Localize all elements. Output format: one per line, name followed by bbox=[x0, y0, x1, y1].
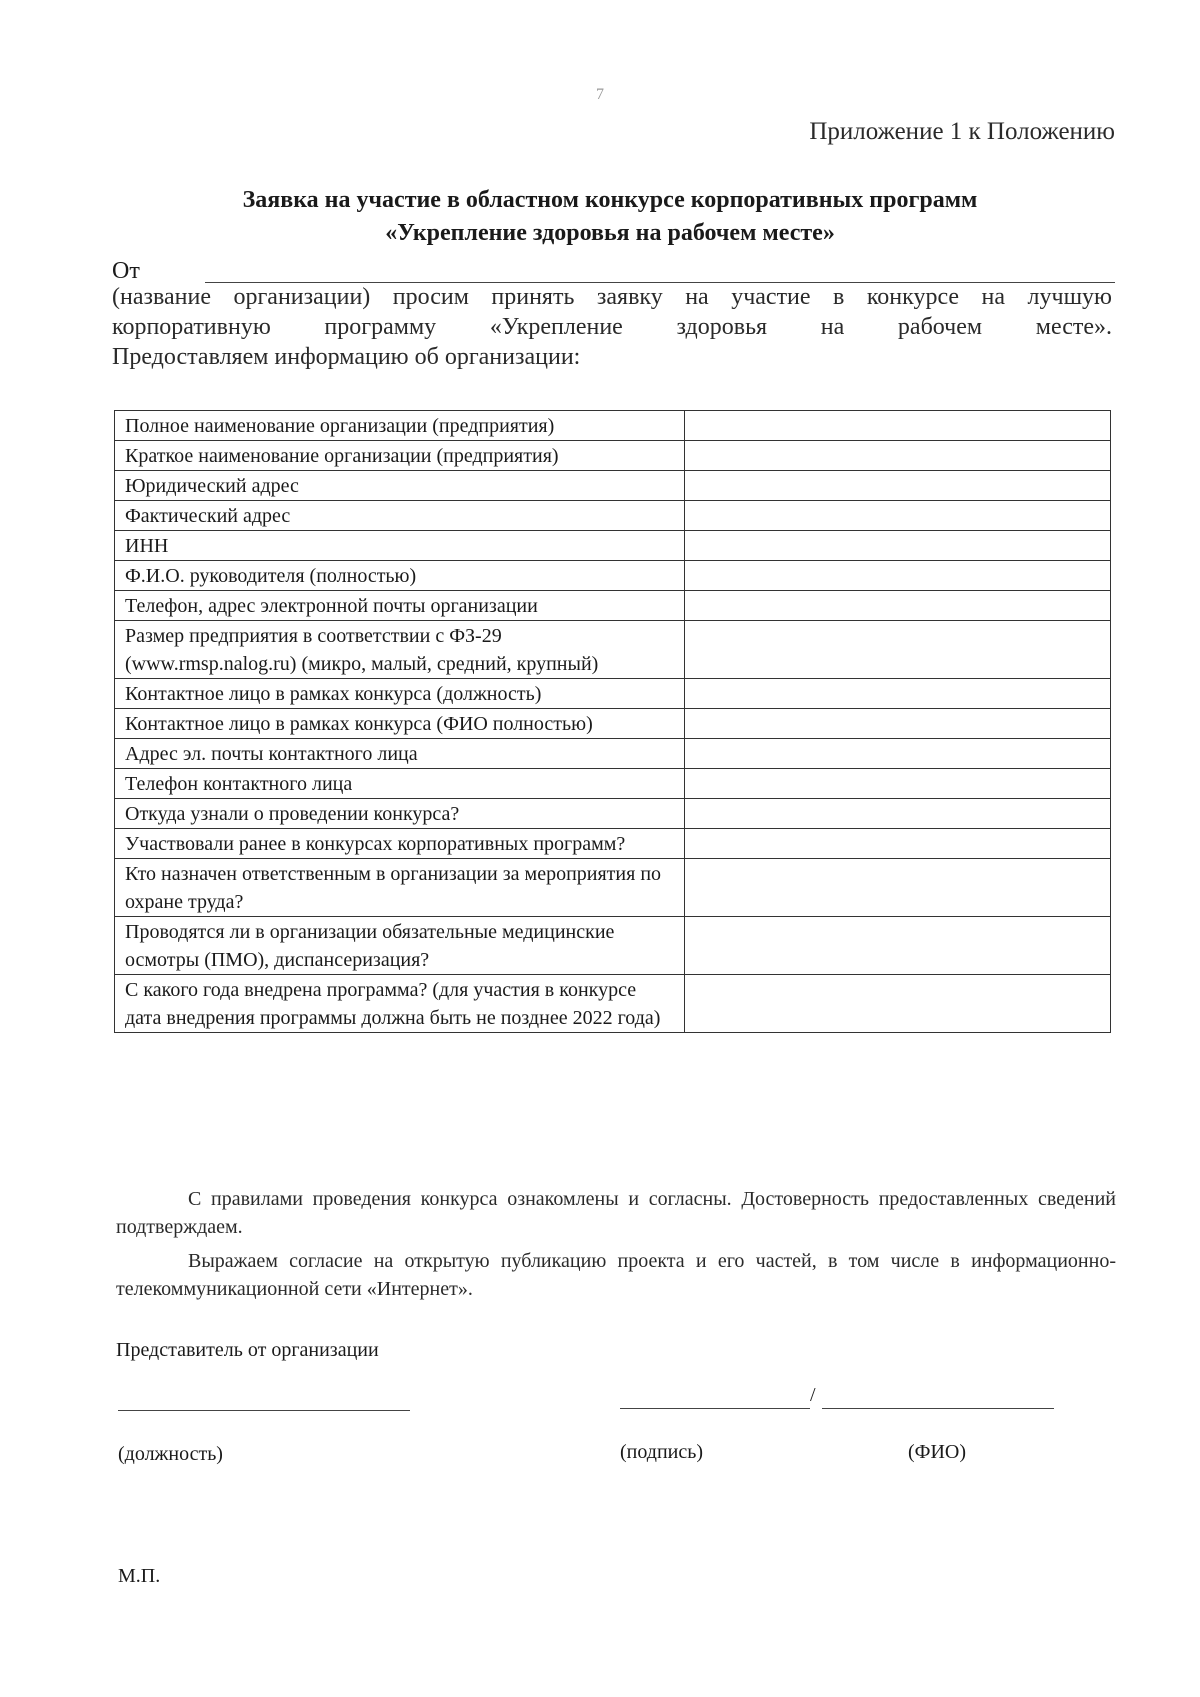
signature-caption: (подпись) bbox=[620, 1441, 704, 1463]
row-label: С какого года внедрена программа? (для участия в конкурсе дата внедрения программы должна быть не позднее 2022 года) bbox=[115, 975, 685, 1033]
row-label: ИНН bbox=[115, 531, 685, 561]
row-value-field[interactable] bbox=[685, 531, 1111, 561]
row-value-field[interactable] bbox=[685, 621, 1111, 679]
row-label: Юридический адрес bbox=[115, 471, 685, 501]
from-label: От bbox=[112, 258, 140, 284]
row-label: Размер предприятия в соответствии с ФЗ-29 (www.rmsp.nalog.ru) (микро, малый, средний, крупный) bbox=[115, 621, 685, 679]
title-line-2: «Укрепление здоровья на рабочем месте» bbox=[385, 220, 835, 246]
intro-line-2: корпоративную программу «Укрепление здоровья на рабочем месте». bbox=[112, 314, 1112, 340]
signature-line bbox=[620, 1408, 810, 1409]
row-value-field[interactable] bbox=[685, 799, 1111, 829]
organization-info-table bbox=[114, 410, 1111, 1033]
table-row bbox=[115, 917, 1111, 975]
row-value-field[interactable] bbox=[685, 975, 1111, 1033]
row-label: Краткое наименование организации (предприятия) bbox=[115, 441, 685, 471]
intro-paragraph bbox=[112, 282, 1112, 372]
row-value-field[interactable] bbox=[685, 859, 1111, 917]
row-value-field[interactable] bbox=[685, 561, 1111, 591]
table-row bbox=[115, 471, 1111, 501]
row-label: Фактический адрес bbox=[115, 501, 685, 531]
intro-line-3: Предоставляем информацию об организации: bbox=[112, 344, 581, 370]
representative-label: Представитель от организации bbox=[116, 1339, 379, 1361]
row-label: Ф.И.О. руководителя (полностью) bbox=[115, 561, 685, 591]
row-value-field[interactable] bbox=[685, 917, 1111, 975]
row-label: Полное наименование организации (предприятия) bbox=[115, 411, 685, 441]
signature-slash: / bbox=[810, 1384, 816, 1406]
table-row bbox=[115, 679, 1111, 709]
table-row bbox=[115, 561, 1111, 591]
appendix-label: Приложение 1 к Положению bbox=[809, 118, 1115, 145]
row-label: Телефон контактного лица bbox=[115, 769, 685, 799]
table-row bbox=[115, 709, 1111, 739]
table-row bbox=[115, 531, 1111, 561]
row-value-field[interactable] bbox=[685, 709, 1111, 739]
stamp-label: М.П. bbox=[118, 1565, 161, 1587]
row-value-field[interactable] bbox=[685, 411, 1111, 441]
row-label: Участвовали ранее в конкурсах корпоративных программ? bbox=[115, 829, 685, 859]
row-label: Кто назначен ответственным в организации за мероприятия по охране труда? bbox=[115, 859, 685, 917]
table-row bbox=[115, 501, 1111, 531]
agreement-text bbox=[116, 1185, 1116, 1303]
page-number: 7 bbox=[596, 86, 604, 103]
table-row bbox=[115, 829, 1111, 859]
table-row bbox=[115, 975, 1111, 1033]
intro-line-1: (название организации) просим принять заявку на участие в конкурсе на лучшую bbox=[112, 284, 1112, 310]
agreement-paragraph-2: Выражаем согласие на открытую публикацию проекта и его частей, в том числе в информационно-телекоммуникационной сети «Интернет». bbox=[116, 1250, 1116, 1300]
row-label: Контактное лицо в рамках конкурса (должность) bbox=[115, 679, 685, 709]
table-row bbox=[115, 769, 1111, 799]
row-label: Телефон, адрес электронной почты организации bbox=[115, 591, 685, 621]
position-caption: (должность) bbox=[118, 1443, 223, 1465]
row-value-field[interactable] bbox=[685, 829, 1111, 859]
table-row bbox=[115, 859, 1111, 917]
row-label: Проводятся ли в организации обязательные медицинские осмотры (ПМО), диспансеризация? bbox=[115, 917, 685, 975]
table-row bbox=[115, 441, 1111, 471]
row-value-field[interactable] bbox=[685, 501, 1111, 531]
row-value-field[interactable] bbox=[685, 441, 1111, 471]
table-row bbox=[115, 799, 1111, 829]
table-row bbox=[115, 411, 1111, 441]
agreement-paragraph-1: С правилами проведения конкурса ознакомлены и согласны. Достоверность предоставленных сведений подтверждаем. bbox=[116, 1188, 1116, 1238]
row-value-field[interactable] bbox=[685, 471, 1111, 501]
document-title bbox=[110, 184, 1110, 250]
table-row bbox=[115, 739, 1111, 769]
row-value-field[interactable] bbox=[685, 591, 1111, 621]
row-value-field[interactable] bbox=[685, 679, 1111, 709]
position-line bbox=[118, 1410, 410, 1411]
row-label: Контактное лицо в рамках конкурса (ФИО полностью) bbox=[115, 709, 685, 739]
name-caption: (ФИО) bbox=[908, 1441, 967, 1463]
row-label: Откуда узнали о проведении конкурса? bbox=[115, 799, 685, 829]
row-value-field[interactable] bbox=[685, 739, 1111, 769]
table-row bbox=[115, 591, 1111, 621]
table-row bbox=[115, 621, 1111, 679]
row-value-field[interactable] bbox=[685, 769, 1111, 799]
name-line bbox=[822, 1408, 1054, 1409]
row-label: Адрес эл. почты контактного лица bbox=[115, 739, 685, 769]
title-line-1: Заявка на участие в областном конкурсе корпоративных программ bbox=[242, 187, 978, 213]
